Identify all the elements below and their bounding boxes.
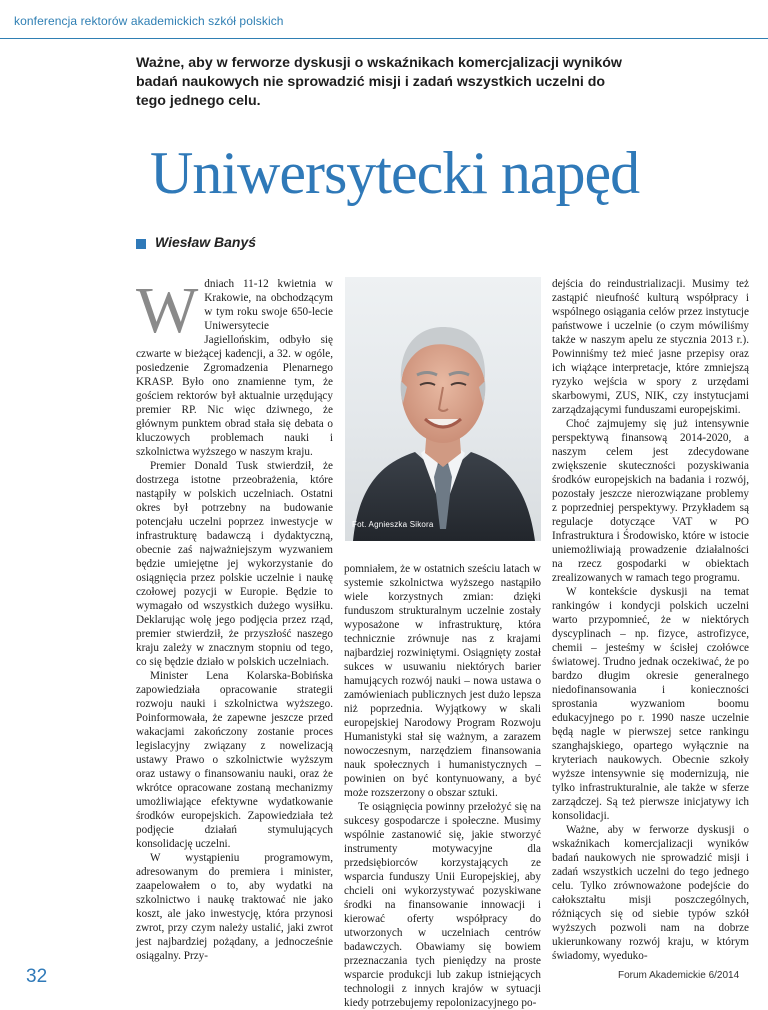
paragraph: dejścia do reindustrializacji. Musimy też zastąpić nieufność kulturą współpracy i wspólnego osiągania celów przez instytucje państwowe i uczelnie (o czym mówiliśmy także w naszym apelu ze stycznia 2013 r.). Powinniśmy też mieć jasne przepisy oraz ich wiążące interpretacje, które zmniejszą ryzyko wejścia w spory z urzędami skarbowymi, ZUS, NIK, czy instytucjami zarządzającymi funduszami europejskimi.	[552, 278, 749, 416]
header-divider	[0, 38, 768, 39]
paragraph: W wystąpieniu programowym, adresowanym do premiera i minister, zaapelowałem o to, aby wydatki na szkolnictwo i naukę traktować nie jako koszt, ale jako inwestycję, która przynosi zwrot, przy czym należy ustalić, jaki zwrot jest najbardziej pożądany, a jednocześnie osiągalny. Przy-	[136, 852, 333, 962]
paragraph: Te osiągnięcia powinny przełożyć się na sukcesy gospodarcze i społeczne. Musimy wspólnie zastanowić się, jakie stworzyć instrumenty motywacyjne dla przedsiębiorców korzystających ze wsparcia funduszy Unii Europejskiej, aby chcieli oni wykorzystywać pozyskiwane środki na finansowanie innowacji i kierować oferty współpracy do utworzonych w uczelniach centrów badawczych. Obawiamy się bowiem przeznaczania tych pieniędzy na proste wsparcie produkcji lub zakup istniejących technologii z innych krajów w sytuacji kiedy potrzebujemy repolonizacyjnego po-	[344, 801, 541, 1009]
paragraph: Ważne, aby w ferworze dyskusji o wskaźnikach komercjalizacji wyników badań naukowych nie sprowadzić misji i zadań wszystkich uczelni do tego jednego celu. Tylko zrównoważone podejście do całokształtu misji poszczególnych, różniących się od siebie typów szkół wyższych pozwoli nam na dobrze ukierunkowany rozwój kraju, w którym świadomy, wyeduko-	[552, 824, 749, 962]
paragraph: W kontekście dyskusji na temat rankingów i kondycji polskich uczelni warto przypomnieć, że w niektórych dyscyplinach – np. fizyce, astrofizyce, chemii – jesteśmy w ścisłej czołówce światowej. Trudno jednak oczekiwać, że po bardzo długim okresie generalnego niedofinansowania i konieczności sprostania wyzwaniom boomu edukacyjnego po r. 1990 nasze uczelnie będą nagle w pierwszej setce rankingu szanghajskiego, opartego wyłącznie na kryteriach naukowych. Obecnie szkoły wyższe intensywnie się modernizują, nie tylko infrastrukturalnie, ale także w sferze zarządczej. Są też pierwsze inicjatywy ich konsolidacji.	[552, 586, 749, 822]
section-label: konferencja rektorów akademickich szkół polskich	[14, 14, 284, 28]
article-column-1	[136, 274, 333, 962]
article-title: Uniwersytecki napęd	[150, 140, 640, 206]
publication-footer: Forum Akademickie 6/2014	[618, 970, 740, 981]
article-column-2	[344, 562, 541, 1009]
paragraph: Minister Lena Kolarska-Bobińska zapowiedziała opracowanie strategii rozwoju nauki i szkolnictwa wyższego. Poinformowała, że zapewne jeszcze przed wakacjami zakończony zostanie proces legislacyjny związany z nowelizacją ustawy Prawo o szkolnictwie wyższym oraz ustawy o finansowaniu nauki, oraz że wkrótce opracowane zostaną mechanizmy umożliwiające efektywne wydatkowanie środków europejskich. Zapowiedziała też podjęcie działań stymulujących konsolidację uczelni.	[136, 670, 333, 850]
paragraph: dniach 11-12 kwietnia w Krakowie, na obchodzącym w tym roku swoje 650-lecie Uniwersytecie Jagiellońskim, odbyło się czwarte w bieżącej kadencji, a 32. w ogóle, posiedzenie Zgromadzenia Plenarnego KRASP. Było ono znamienne tym, że gościem rektorów był aktualnie urzędujący premier RP. Nic więc dziwnego, że głównym punktem obrad stała się debata o kluczowych problemach nauki i szkolnictwa wyższego w naszym kraju.	[136, 278, 333, 458]
author-square-icon	[136, 239, 146, 249]
article-column-3	[552, 277, 749, 962]
page-number: 32	[26, 966, 48, 987]
author-portrait-photo	[345, 277, 541, 541]
lead-paragraph: Ważne, aby w ferworze dyskusji o wskaźnikach komercjalizacji wyników badań naukowych nie sprowadzić misji i zadań wszystkich uczelni do tego jednego celu.	[136, 55, 622, 109]
drop-cap: W	[136, 274, 199, 347]
paragraph: Choć zajmujemy się już intensywnie perspektywą finansową 2014-2020, a naszym celem jest zdecydowane zwiększenie skuteczności pozyskiwania środków europejskich na badania i rozwój, pozostały jeszcze nierozwiązane problemy z poprzedniej perspektywy. Przykładem są regulacje dotyczące VAT w PO Infrastruktura i Środowisko, które w istocie uniemożliwiają prowadzenie działalności na rzecz gospodarki w obiektach zrealizowanych w ramach tego programu.	[552, 418, 749, 584]
paragraph: Premier Donald Tusk stwierdził, że dostrzega istotne przeobrażenia, które nastąpiły w polskich uczelniach. Ostatni okres był potrzebny na budowanie potencjału uczelni poprzez inwestycje w infrastrukturę badawczą i dydaktyczną, obecnie zaś najważniejszym wyzwaniem będzie umiejętne jej wykorzystanie do osiągnięcia przez polskie uczelnie i naukę czołowej pozycji w Europie. Będzie to wymagało od wszystkich dużego wysiłku. Deklarując wolę jego podjęcia przez rząd, premier stwierdził, że przyszłość naszego kraju zależy w znacznym stopniu od tego, co się będzie działo w polskich uczelniach.	[136, 460, 333, 668]
portrait-illustration	[345, 277, 541, 541]
paragraph: pomniałem, że w ostatnich sześciu latach w systemie szkolnictwa wyższego nastąpiło wiele korzystnych zmian: dzięki funduszom strukturalnym uczelnie zostały wyposażone w infrastrukturę, która technicznie zrównuje nas z krajami najbardziej rozwiniętymi. Osiągnięty został sukces w usuwaniu niektórych barier hamujących rozwój nauki – nowa ustawa o zamówieniach publicznych jest dużo lepsza niż poprzednia. Wyjątkowy w skali europejskiej Narodowy Program Rozwoju Humanistyki stał się ważnym, a zarazem nowoczesnym, narzędziem finansowania nauk społecznych i humanistycznych – powinien on być kontynuowany, a być może rozszerzony o obszar sztuki.	[344, 563, 541, 799]
photo-credit: Fot. Agnieszka Sikora	[352, 520, 434, 529]
author-name: Wiesław Banyś	[155, 234, 257, 250]
